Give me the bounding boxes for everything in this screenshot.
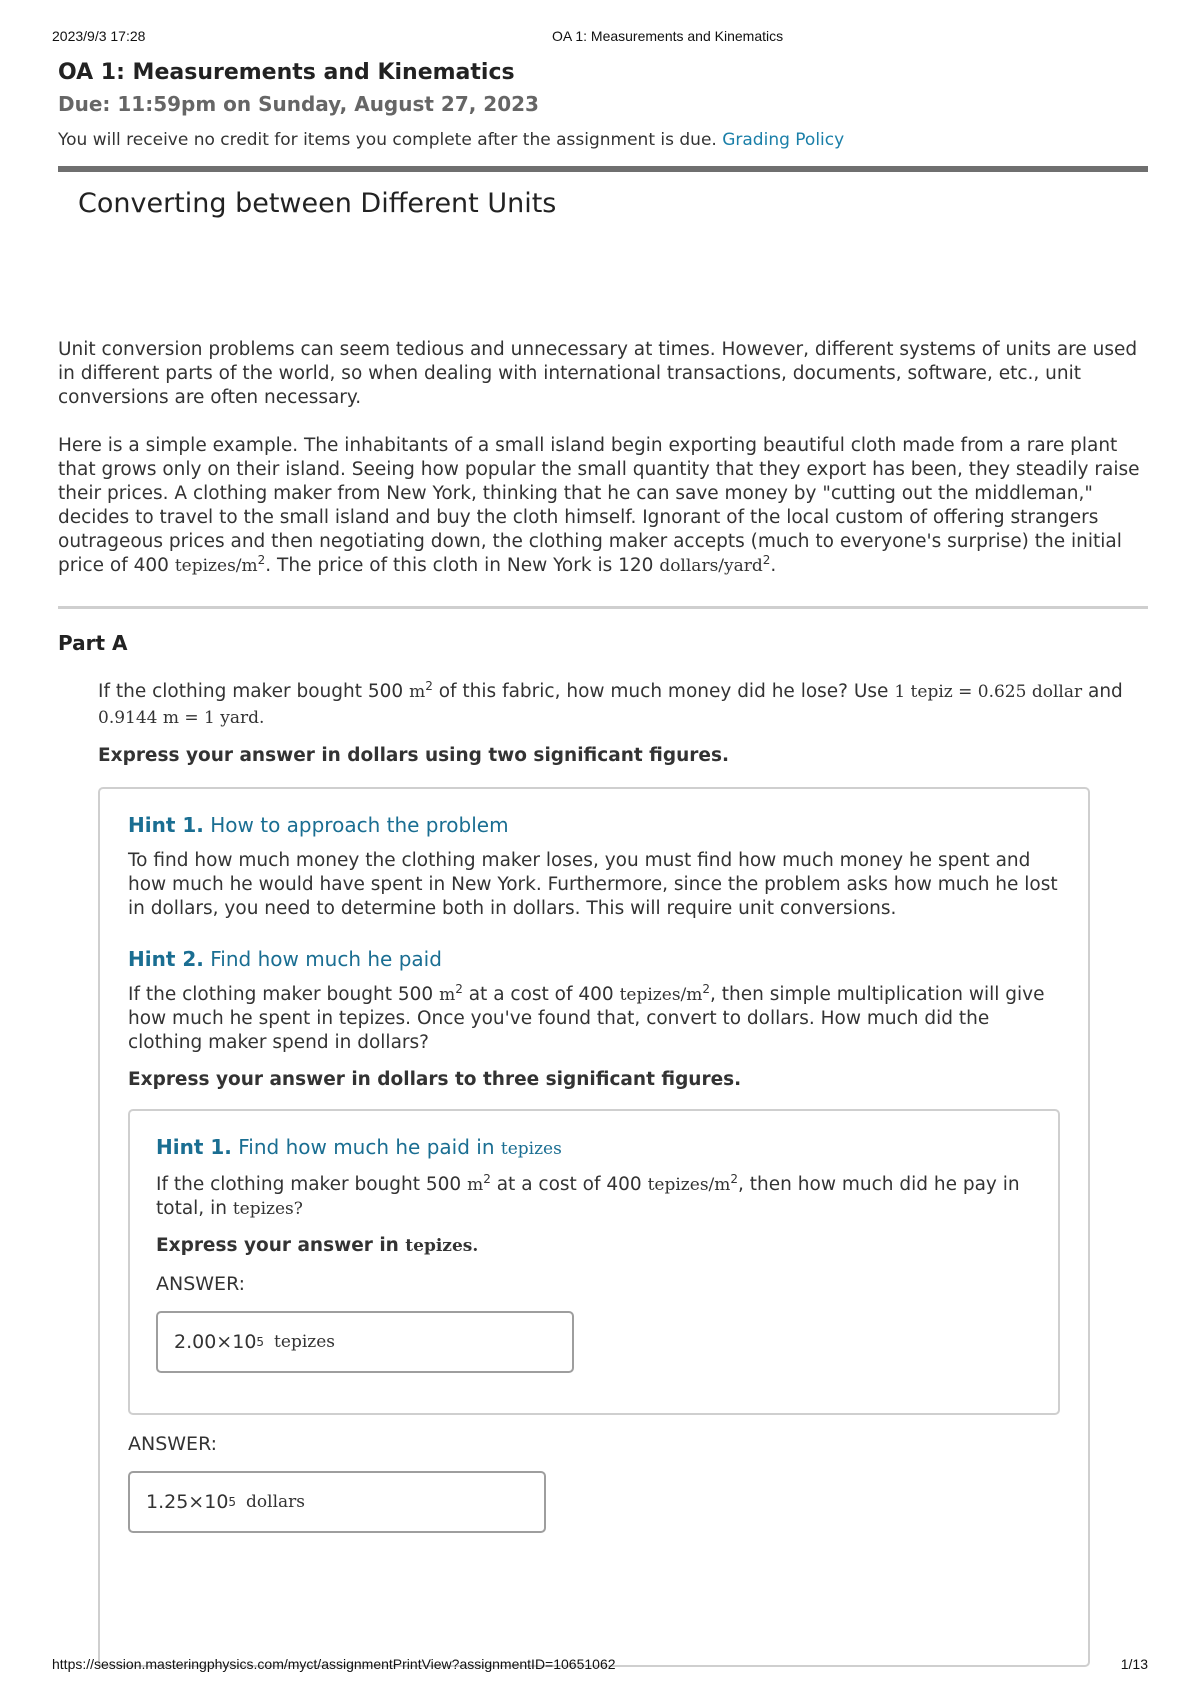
late-notice xyxy=(58,128,1148,152)
hint-2-number: Hint 2. xyxy=(128,947,204,971)
question-and: and xyxy=(1087,681,1123,702)
unit-m: m xyxy=(439,985,456,1005)
hint-2-body-mid: at a cost of 400 xyxy=(468,984,614,1005)
hint-2-body xyxy=(128,983,1060,1055)
assignment-title: OA 1: Measurements and Kinematics xyxy=(58,60,515,85)
sub-hint-1-title: Find how much he paid in xyxy=(238,1135,495,1159)
exponent: 2 xyxy=(425,678,433,693)
grading-policy-link[interactable]: Grading Policy xyxy=(722,130,845,150)
period: . xyxy=(770,555,777,576)
sub-hint-answer-label: ANSWER: xyxy=(156,1273,246,1295)
print-title: OA 1: Measurements and Kinematics xyxy=(552,28,784,44)
unit-tepizes: tepizes? xyxy=(232,1199,303,1219)
sub-hint-1-instruction xyxy=(156,1233,1032,1259)
answer-mantissa: 2.00×10 xyxy=(174,1331,257,1353)
exponent: 2 xyxy=(762,552,771,567)
print-footer xyxy=(52,1656,1148,1676)
sub-hint-answer-box[interactable]: 2.00×10 5 tepizes xyxy=(156,1311,574,1373)
print-date: 2023/9/3 17:28 xyxy=(52,28,146,44)
conversion-yard: 0.9144 m = 1 yard. xyxy=(98,708,265,728)
sub-hint-1-header[interactable] xyxy=(156,1133,1032,1163)
due-date: Due: 11:59pm on Sunday, August 27, 2023 xyxy=(58,92,539,116)
hint-1-body: To find how much money the clothing maker loses, you must find how much money he spent and how much he would have spent in New York. Furthermore, since the problem asks how much he lost in dollars, you need to determine both in dollars. This will require unit conversions. xyxy=(128,850,1058,919)
sub-hint-1-title-unit: tepizes xyxy=(500,1139,562,1159)
part-divider xyxy=(58,606,1148,609)
assignment-content xyxy=(58,58,1148,1667)
part-a-question xyxy=(98,679,1148,731)
exponent: 2 xyxy=(455,981,463,996)
hint-2-body-post: , then simple multiplication will give how much he spent in tepizes. Once you've found that, convert to dollars. How much did the clothing maker spend in dollars? xyxy=(128,984,1045,1053)
item-title: Converting between Different Units xyxy=(78,188,557,219)
unit-tepizes-per-m: tepizes/m xyxy=(647,1175,731,1195)
hint-1-header[interactable] xyxy=(128,811,1060,839)
hint-2-answer-label: ANSWER: xyxy=(128,1433,218,1455)
sub-hint-1-number: Hint 1. xyxy=(156,1135,232,1159)
part-a-title: Part A xyxy=(58,631,128,655)
unit-m: m xyxy=(467,1175,484,1195)
sub-hint-1-body xyxy=(156,1173,1032,1221)
exponent: 2 xyxy=(257,552,266,567)
answer-mantissa: 1.25×10 xyxy=(146,1491,229,1513)
hint-2-body-pre: If the clothing maker bought 500 xyxy=(128,984,434,1005)
part-a-instruction: Express your answer in dollars using two significant figures. xyxy=(98,745,729,766)
unit-m: m xyxy=(409,682,426,702)
hint-1-title: How to approach the problem xyxy=(210,813,509,837)
intro-p2-text: Here is a simple example. The inhabitants of a small island begin exporting beautiful cloth made from a rare plant that grows only on their island. Seeing how popular the small quantity that they export has been, they steadily raise their prices. A clothing maker from New York, thinking that he can save money by "cutting out the middleman," decides to travel to the small island and buy the cloth himself. Ignorant of the local custom of offering strangers outrageous prices and then negotiating down, the clothing maker accepts (much to everyone's surprise) the initial price of 400 xyxy=(58,435,1140,576)
sub-hint-panel xyxy=(128,1109,1060,1415)
exponent: 2 xyxy=(483,1171,491,1186)
late-notice-text: You will receive no credit for items you complete after the assignment is due. xyxy=(58,130,717,150)
print-url: https://session.masteringphysics.com/myct/assignmentPrintView?assignmentID=10651062 xyxy=(52,1656,616,1672)
conversion-tepiz: 1 tepiz = 0.625 dollar xyxy=(894,682,1083,702)
exponent: 2 xyxy=(702,981,711,996)
sub-hint-1-body-mid: at a cost of 400 xyxy=(496,1174,642,1195)
question-pre: If the clothing maker bought 500 xyxy=(98,681,404,702)
page-number: 1/13 xyxy=(1120,1656,1148,1672)
hint-2-title: Find how much he paid xyxy=(210,947,442,971)
sub-hint-1-body-post: , then how much did he pay in total, in xyxy=(156,1174,1020,1219)
hint-panel xyxy=(98,787,1090,1667)
answer-unit: tepizes xyxy=(274,1332,335,1352)
part-a-body xyxy=(98,679,1148,1667)
answer-unit: dollars xyxy=(246,1492,306,1512)
print-header xyxy=(52,28,1148,48)
sub-hint-1-instruction-unit: tepizes. xyxy=(405,1236,479,1256)
hint-1-number: Hint 1. xyxy=(128,813,204,837)
unit-tepizes-per-m: tepizes/m xyxy=(619,985,703,1005)
sub-hint-1-instruction-pre: Express your answer in xyxy=(156,1235,399,1256)
hint-2-header[interactable] xyxy=(128,945,1060,973)
hint-2-answer-box[interactable]: 1.25×10 5 dollars xyxy=(128,1471,546,1533)
question-mid: of this fabric, how much money did he lose? Use xyxy=(438,681,889,702)
intro-unit-tepizes: tepizes/m xyxy=(174,556,258,576)
intro-p2-mid: . The price of this cloth in New York is 120 xyxy=(265,555,654,576)
sub-hint-1-body-pre: If the clothing maker bought 500 xyxy=(156,1174,462,1195)
intro-paragraph-1: Unit conversion problems can seem tedious and unnecessary at times. However, different systems of units are used in different parts of the world, so when dealing with international transactions, documents, software, etc., unit conversions are often necessary. xyxy=(58,339,1138,408)
intro-paragraph-2 xyxy=(58,434,1148,578)
hint-2-instruction: Express your answer in dollars to three significant figures. xyxy=(128,1069,742,1090)
exponent: 2 xyxy=(730,1171,739,1186)
header-divider xyxy=(58,166,1148,172)
intro-unit-dollars: dollars/yard xyxy=(659,556,763,576)
